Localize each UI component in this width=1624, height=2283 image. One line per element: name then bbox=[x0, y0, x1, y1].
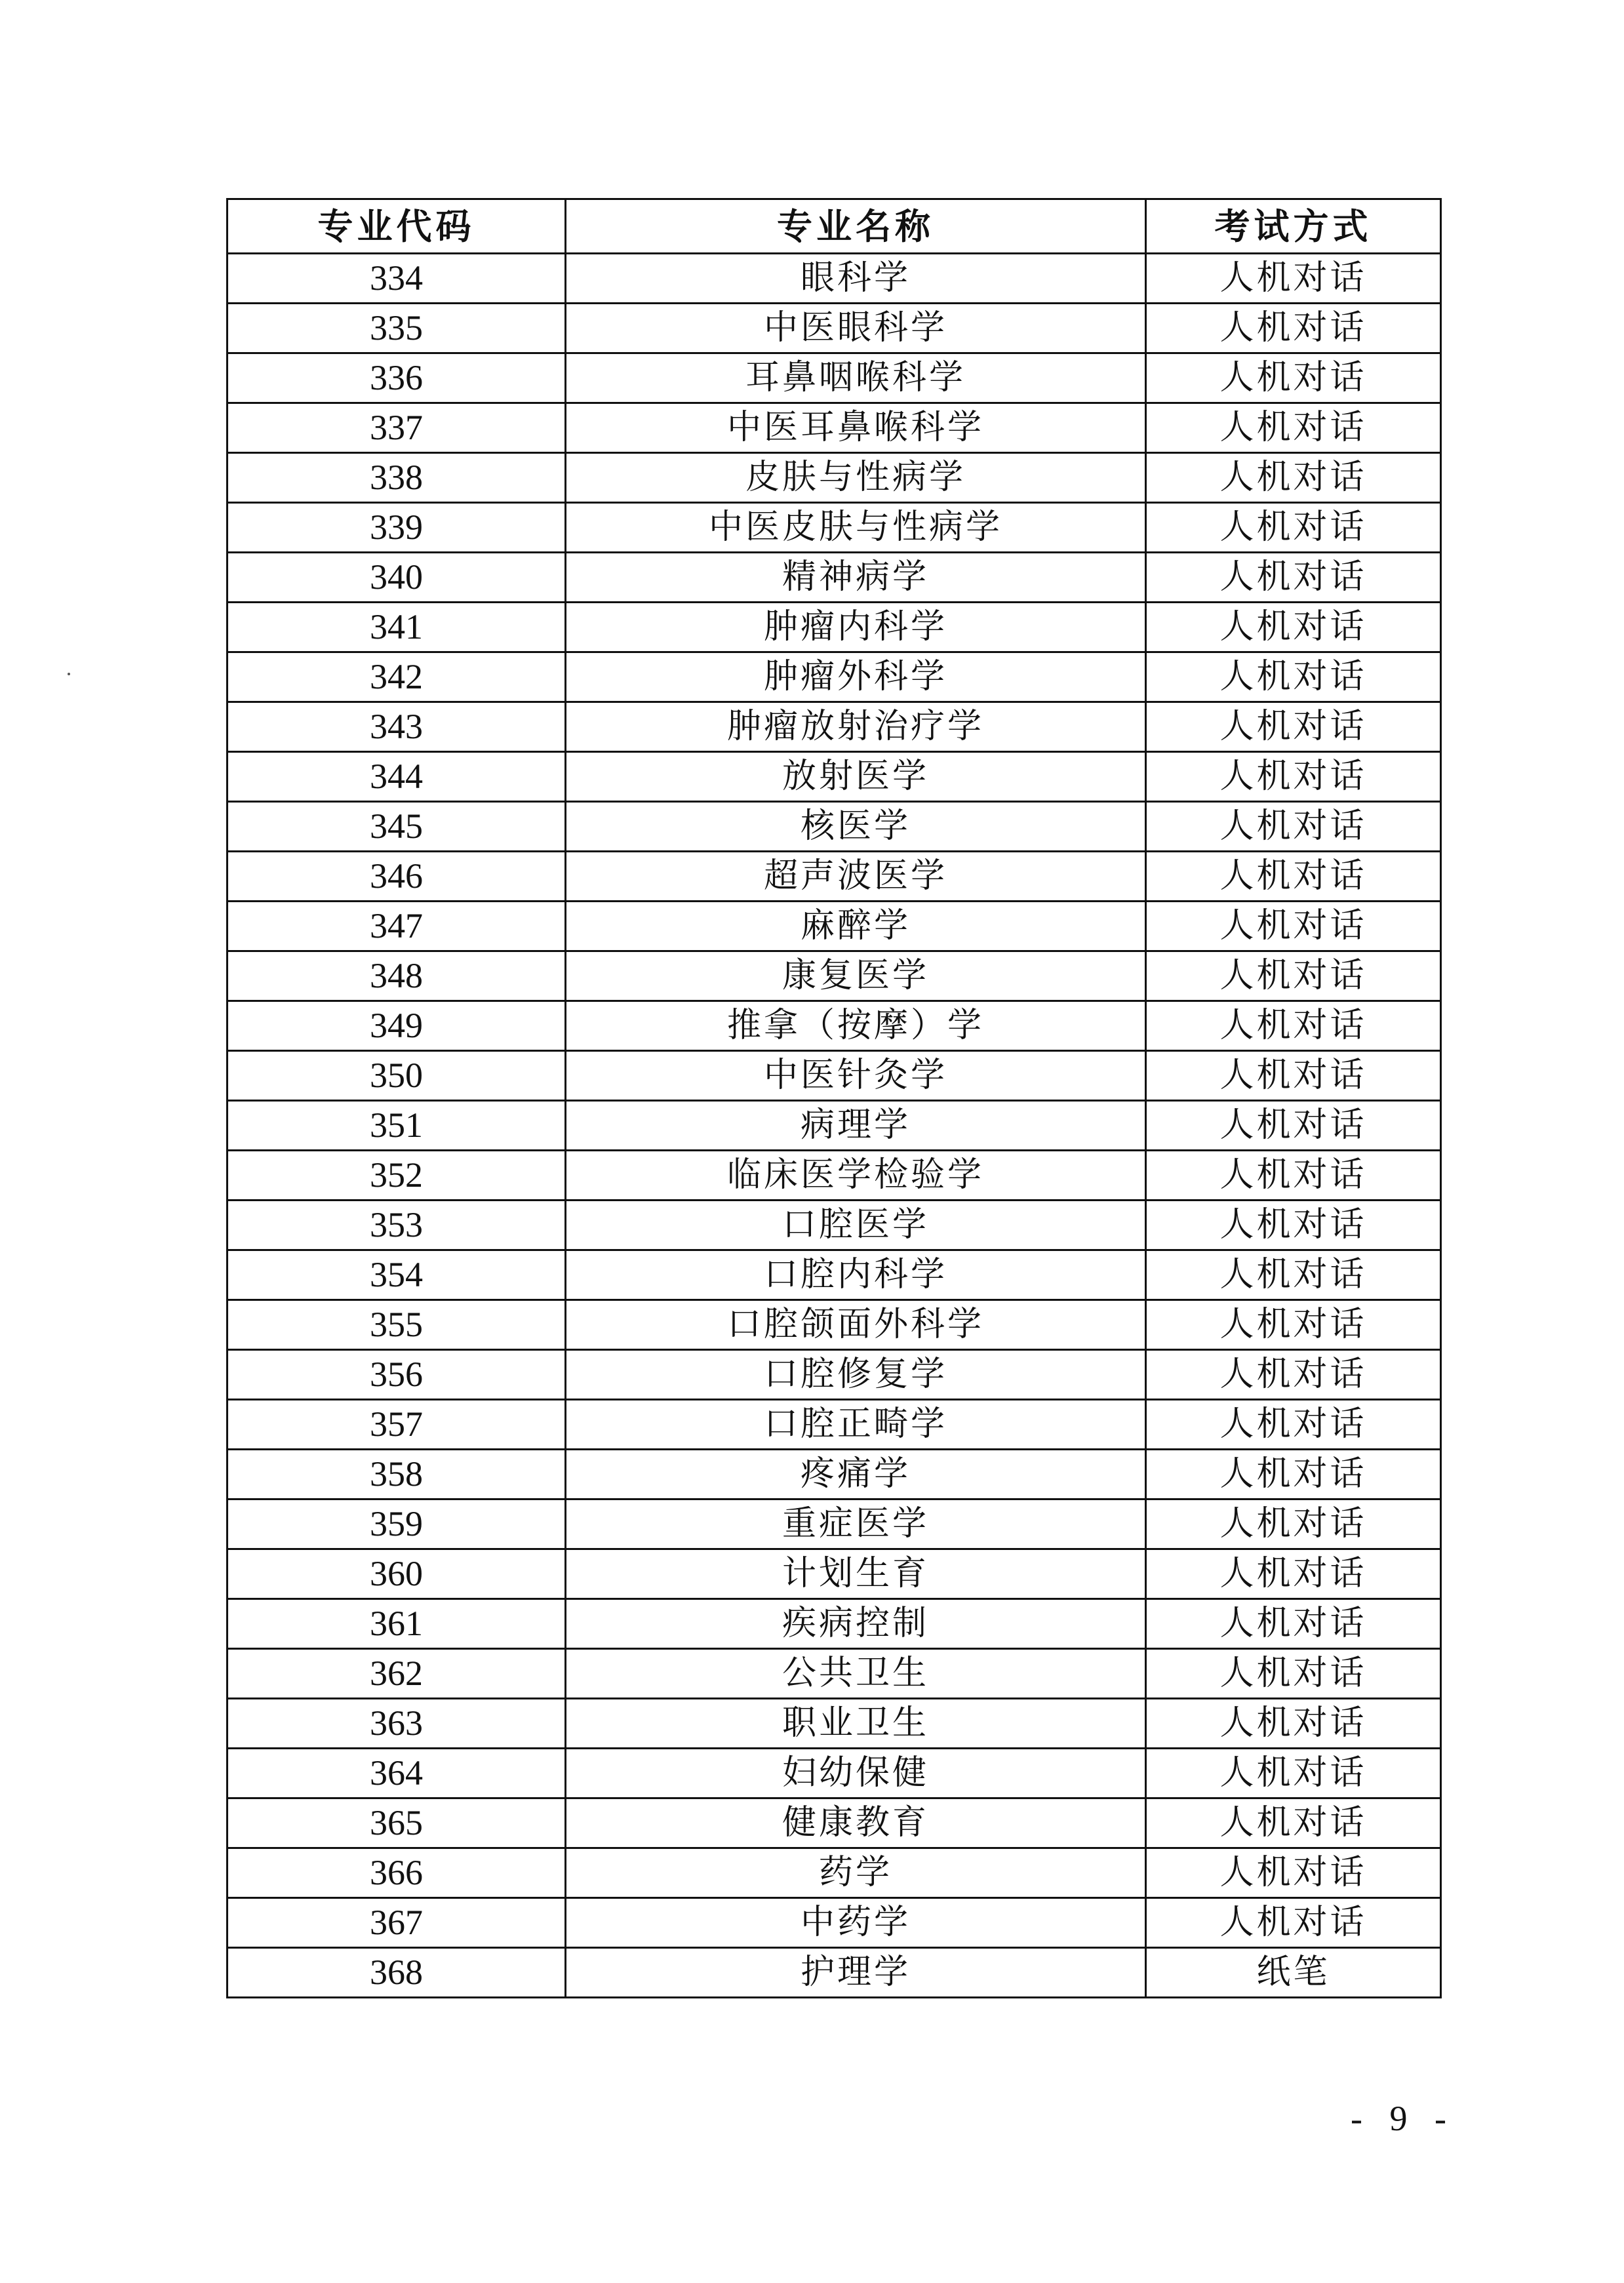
cell-name: 计划生育 bbox=[566, 1549, 1146, 1599]
cell-method: 人机对话 bbox=[1146, 304, 1441, 353]
cell-code: 348 bbox=[228, 951, 566, 1001]
cell-name: 口腔医学 bbox=[566, 1201, 1146, 1250]
cell-code: 347 bbox=[228, 902, 566, 951]
cell-name: 推拿（按摩）学 bbox=[566, 1001, 1146, 1051]
table-row bbox=[228, 652, 1441, 702]
cell-code: 361 bbox=[228, 1599, 566, 1649]
cell-code: 339 bbox=[228, 503, 566, 553]
cell-name: 口腔颌面外科学 bbox=[566, 1300, 1146, 1350]
cell-name: 肿瘤内科学 bbox=[566, 603, 1146, 652]
cell-name: 药学 bbox=[566, 1848, 1146, 1898]
cell-name: 疾病控制 bbox=[566, 1599, 1146, 1649]
cell-method: 人机对话 bbox=[1146, 1549, 1441, 1599]
cell-name: 麻醉学 bbox=[566, 902, 1146, 951]
table-row bbox=[228, 1101, 1441, 1151]
cell-code: 341 bbox=[228, 603, 566, 652]
cell-name: 护理学 bbox=[566, 1948, 1146, 1998]
cell-code: 342 bbox=[228, 652, 566, 702]
header-method: 考试方式 bbox=[1146, 199, 1441, 254]
table-row bbox=[228, 453, 1441, 503]
cell-code: 367 bbox=[228, 1898, 566, 1948]
cell-method: 人机对话 bbox=[1146, 951, 1441, 1001]
cell-name: 病理学 bbox=[566, 1101, 1146, 1151]
cell-method: 人机对话 bbox=[1146, 1350, 1441, 1400]
table-row bbox=[228, 503, 1441, 553]
cell-code: 352 bbox=[228, 1151, 566, 1201]
cell-code: 362 bbox=[228, 1649, 566, 1699]
cell-code: 368 bbox=[228, 1948, 566, 1998]
table-row bbox=[228, 1450, 1441, 1499]
table-row bbox=[228, 1599, 1441, 1649]
cell-code: 340 bbox=[228, 553, 566, 603]
cell-code: 357 bbox=[228, 1400, 566, 1450]
table-row bbox=[228, 1948, 1441, 1998]
cell-name: 精神病学 bbox=[566, 553, 1146, 603]
cell-code: 350 bbox=[228, 1051, 566, 1101]
cell-name: 中医皮肤与性病学 bbox=[566, 503, 1146, 553]
cell-method: 人机对话 bbox=[1146, 503, 1441, 553]
cell-code: 345 bbox=[228, 802, 566, 852]
cell-code: 351 bbox=[228, 1101, 566, 1151]
cell-method: 人机对话 bbox=[1146, 403, 1441, 453]
cell-code: 354 bbox=[228, 1250, 566, 1300]
table-body bbox=[228, 254, 1441, 1998]
table-row bbox=[228, 752, 1441, 802]
cell-code: 338 bbox=[228, 453, 566, 503]
cell-code: 334 bbox=[228, 254, 566, 304]
cell-method: 人机对话 bbox=[1146, 802, 1441, 852]
majors-table bbox=[226, 198, 1442, 1998]
table-row bbox=[228, 603, 1441, 652]
cell-name: 核医学 bbox=[566, 802, 1146, 852]
cell-code: 358 bbox=[228, 1450, 566, 1499]
table-row bbox=[228, 1798, 1441, 1848]
cell-code: 349 bbox=[228, 1001, 566, 1051]
cell-name: 口腔修复学 bbox=[566, 1350, 1146, 1400]
cell-code: 355 bbox=[228, 1300, 566, 1350]
cell-method: 人机对话 bbox=[1146, 1749, 1441, 1798]
cell-name: 口腔内科学 bbox=[566, 1250, 1146, 1300]
table-row bbox=[228, 951, 1441, 1001]
cell-name: 眼科学 bbox=[566, 254, 1146, 304]
table-row bbox=[228, 1499, 1441, 1549]
cell-name: 中医耳鼻喉科学 bbox=[566, 403, 1146, 453]
cell-method: 人机对话 bbox=[1146, 1151, 1441, 1201]
cell-code: 366 bbox=[228, 1848, 566, 1898]
table-row bbox=[228, 1898, 1441, 1948]
cell-method: 纸笔 bbox=[1146, 1948, 1441, 1998]
cell-name: 中医眼科学 bbox=[566, 304, 1146, 353]
cell-name: 重症医学 bbox=[566, 1499, 1146, 1549]
table-row bbox=[228, 702, 1441, 752]
cell-code: 353 bbox=[228, 1201, 566, 1250]
table-row bbox=[228, 852, 1441, 902]
cell-name: 中医针灸学 bbox=[566, 1051, 1146, 1101]
cell-name: 妇幼保健 bbox=[566, 1749, 1146, 1798]
cell-code: 360 bbox=[228, 1549, 566, 1599]
table-row bbox=[228, 1001, 1441, 1051]
page-number: - 9 - bbox=[1351, 2099, 1456, 2138]
cell-code: 336 bbox=[228, 353, 566, 403]
table-row bbox=[228, 1250, 1441, 1300]
cell-code: 364 bbox=[228, 1749, 566, 1798]
header-code: 专业代码 bbox=[228, 199, 566, 254]
cell-code: 337 bbox=[228, 403, 566, 453]
cell-code: 363 bbox=[228, 1699, 566, 1749]
scan-speck bbox=[68, 673, 70, 675]
cell-method: 人机对话 bbox=[1146, 553, 1441, 603]
cell-name: 公共卫生 bbox=[566, 1649, 1146, 1699]
cell-method: 人机对话 bbox=[1146, 1898, 1441, 1948]
table-row bbox=[228, 1549, 1441, 1599]
table-row bbox=[228, 1749, 1441, 1798]
table-row bbox=[228, 403, 1441, 453]
table-row bbox=[228, 802, 1441, 852]
cell-method: 人机对话 bbox=[1146, 453, 1441, 503]
cell-method: 人机对话 bbox=[1146, 1051, 1441, 1101]
cell-method: 人机对话 bbox=[1146, 702, 1441, 752]
table-row bbox=[228, 1151, 1441, 1201]
cell-method: 人机对话 bbox=[1146, 1001, 1441, 1051]
cell-name: 肿瘤放射治疗学 bbox=[566, 702, 1146, 752]
cell-code: 365 bbox=[228, 1798, 566, 1848]
cell-method: 人机对话 bbox=[1146, 752, 1441, 802]
cell-method: 人机对话 bbox=[1146, 1101, 1441, 1151]
cell-name: 耳鼻咽喉科学 bbox=[566, 353, 1146, 403]
cell-name: 口腔正畸学 bbox=[566, 1400, 1146, 1450]
cell-method: 人机对话 bbox=[1146, 254, 1441, 304]
cell-name: 放射医学 bbox=[566, 752, 1146, 802]
table-header-row bbox=[228, 199, 1441, 254]
cell-name: 超声波医学 bbox=[566, 852, 1146, 902]
table-row bbox=[228, 353, 1441, 403]
cell-method: 人机对话 bbox=[1146, 1400, 1441, 1450]
table-row bbox=[228, 553, 1441, 603]
table-row bbox=[228, 902, 1441, 951]
table-row bbox=[228, 1649, 1441, 1699]
header-name: 专业名称 bbox=[566, 199, 1146, 254]
cell-code: 344 bbox=[228, 752, 566, 802]
cell-method: 人机对话 bbox=[1146, 1649, 1441, 1699]
table-row bbox=[228, 1400, 1441, 1450]
table-row bbox=[228, 1300, 1441, 1350]
cell-name: 职业卫生 bbox=[566, 1699, 1146, 1749]
cell-name: 皮肤与性病学 bbox=[566, 453, 1146, 503]
table-row bbox=[228, 304, 1441, 353]
table-row bbox=[228, 1699, 1441, 1749]
cell-code: 359 bbox=[228, 1499, 566, 1549]
cell-method: 人机对话 bbox=[1146, 1848, 1441, 1898]
cell-method: 人机对话 bbox=[1146, 1499, 1441, 1549]
cell-method: 人机对话 bbox=[1146, 603, 1441, 652]
cell-name: 临床医学检验学 bbox=[566, 1151, 1146, 1201]
table-row bbox=[228, 254, 1441, 304]
cell-code: 346 bbox=[228, 852, 566, 902]
cell-method: 人机对话 bbox=[1146, 1699, 1441, 1749]
table-row bbox=[228, 1848, 1441, 1898]
cell-method: 人机对话 bbox=[1146, 1798, 1441, 1848]
cell-method: 人机对话 bbox=[1146, 353, 1441, 403]
cell-method: 人机对话 bbox=[1146, 1599, 1441, 1649]
cell-code: 356 bbox=[228, 1350, 566, 1400]
table-row bbox=[228, 1350, 1441, 1400]
cell-method: 人机对话 bbox=[1146, 1201, 1441, 1250]
cell-name: 健康教育 bbox=[566, 1798, 1146, 1848]
cell-name: 肿瘤外科学 bbox=[566, 652, 1146, 702]
cell-method: 人机对话 bbox=[1146, 1250, 1441, 1300]
cell-method: 人机对话 bbox=[1146, 1300, 1441, 1350]
cell-method: 人机对话 bbox=[1146, 652, 1441, 702]
cell-method: 人机对话 bbox=[1146, 852, 1441, 902]
table-row bbox=[228, 1201, 1441, 1250]
table-row bbox=[228, 1051, 1441, 1101]
cell-name: 中药学 bbox=[566, 1898, 1146, 1948]
cell-method: 人机对话 bbox=[1146, 902, 1441, 951]
cell-code: 343 bbox=[228, 702, 566, 752]
cell-name: 疼痛学 bbox=[566, 1450, 1146, 1499]
cell-code: 335 bbox=[228, 304, 566, 353]
cell-name: 康复医学 bbox=[566, 951, 1146, 1001]
cell-method: 人机对话 bbox=[1146, 1450, 1441, 1499]
